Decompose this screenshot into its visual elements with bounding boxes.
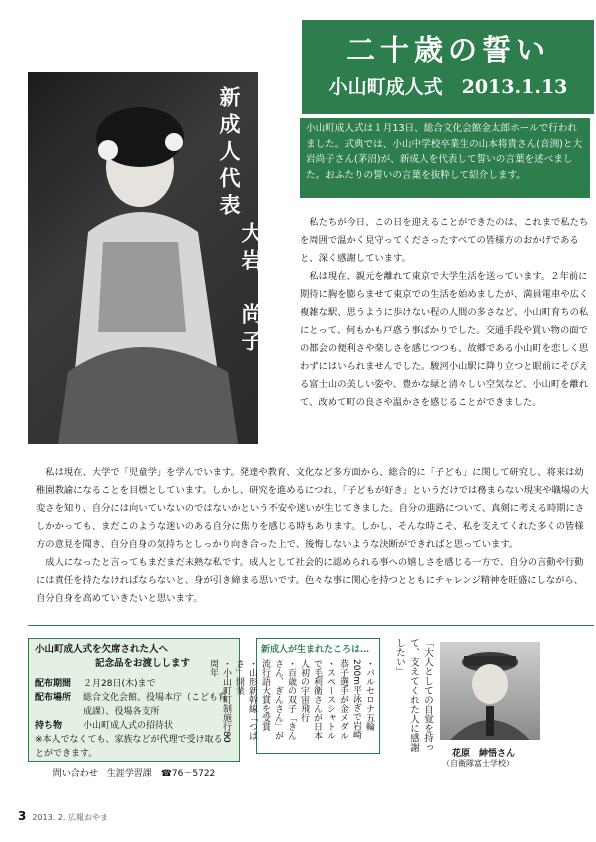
- born-era-box: [208, 638, 380, 754]
- title-box: [302, 20, 594, 114]
- officer-organization: （自衛隊富士学校）: [442, 759, 514, 768]
- divider: [28, 625, 594, 626]
- speech-paragraph: 私は現在、親元を離れて東京で大学生活を送っています。２年前に期待に胸を膨らませて東京での生活を始めましたが、満員電車や広く複雑な駅、思うように歩けない程の人間の多さなど、小山町育ちの私にとって、何もかも戸惑う事ばかりでした。交通手段や買い物の面での都会の便利さや楽しさを感じつつも、故郷である小山町を恋しく思わずにはいられませんでした。駿河小山駅に降り立つと眼前にそびえる富士山の美しい姿や、豊かな緑と清々しい空気など、小山町を離れて、改めて町の良さや温かさを感じることができました。: [300, 271, 589, 408]
- born-era-title: 新成人が生まれたころは…: [261, 645, 370, 655]
- speech-column: [300, 214, 590, 412]
- list-item: ・スペースシャトルで毛利衛さんが日本人初の宇宙飛行: [299, 659, 335, 740]
- speech-paragraph: 私は現在、大学で「児童学」を学んでいます。発達や教育、文化など多方面から、総合的に「子ども」に関して研究し、将来は幼稚園教諭になることを目標としています。しかし、研究を進めるにつれ、「子どもが好き」というだけでは務まらない現実や職場の大変さを知り、自分には向いていないのではないかという不安や迷いが生じてきました。自分の進路について、真剣に考える時期にさしかかっても、まだこのような迷いのある自分に焦りを感じる時もあります。しかし、そんな時こそ、私を支えてくれた多くの皆様方の意見を聞き、自分自身の気持ちとしっかり向き合った上で、後悔しないような決断ができればと思っています。: [36, 467, 589, 550]
- page-title: 二十歳の誓い: [345, 33, 550, 67]
- speech-full-width: [36, 464, 592, 608]
- speech-paragraph: 私たちが今日、この日を迎えることができたのは、これまで私たちを周囲で温かく見守ってくださったすべての皆様方のおかげであると、深く感謝しています。: [300, 217, 589, 264]
- list-item: ・百歳の双子「きんさん、ぎんさん」が流行語大賞を受賞: [260, 659, 296, 740]
- publication: 2013. 2. 広報おやま: [32, 813, 108, 822]
- period-label: 配布期間: [35, 679, 72, 689]
- list-item: ・小山町町制施行80周年: [208, 659, 231, 743]
- list-item: ・バルセロナ五輪200m平泳ぎで岩崎恭子選手が金メダル: [338, 659, 374, 740]
- portrait-photo: [28, 72, 264, 444]
- lead-text: 小山町成人式は１月13日、総合文化会館金太郎ホールで行われました。式典では、小山中学校卒業生の山本将貴さん(音渕)と大岩尚子さん(茅沼)が、新成人を代表して誓いの言葉を述べました。おふたりの誓いの言葉を抜粋して紹介します。: [300, 118, 590, 198]
- notice-heading: 小山町成人式を欠席された人へ: [35, 644, 169, 655]
- notice-subheading: 記念品をお渡しします: [95, 658, 191, 669]
- item-value: 小山町成人式の招待状: [83, 721, 174, 731]
- place-value: 総合文化会館、役場本庁（こども育成課）、役場各支所: [83, 693, 228, 717]
- list-item: ・山形新幹線「つばさ」開業: [234, 659, 257, 740]
- page-number: 3: [18, 809, 27, 823]
- item-label: 持ち物: [35, 721, 63, 731]
- officer-photo: [440, 642, 540, 740]
- officer-name: 花原 紳悟さん: [452, 749, 516, 759]
- officer-image: [440, 642, 540, 740]
- notice-contact: 問い合わせ 生涯学習課 ☎76－5722: [52, 769, 216, 779]
- caption-role: 新成人代表: [217, 86, 242, 221]
- speech-paragraph: 成人になったと言ってもまだまだ未熟な私です。成人として社会的に認められる事への嬉しさを感じる一方で、自分の言動や行動には責任を持たなければならないと、身が引き締まる思いです。色々な事に関心を持つとともにチャレンジ精神を旺盛にしながら、自分自身を高めていきたいと思います。: [36, 557, 584, 604]
- notice-note: ※本人でなくても、家族などが代理で受け取ることができます。: [35, 735, 232, 759]
- caption-name: 大岩 尚子: [239, 222, 264, 357]
- officer-quote: 「大人としての自覚を持って、支えてくれた人に感謝したい」: [394, 638, 433, 752]
- period-value: ２月28日(木)まで: [83, 679, 156, 689]
- born-era-list: [206, 659, 375, 747]
- page-subtitle: 小山町成人式 2013.1.13: [328, 76, 568, 98]
- page-footer: [18, 809, 108, 823]
- place-label: 配布場所: [35, 693, 72, 703]
